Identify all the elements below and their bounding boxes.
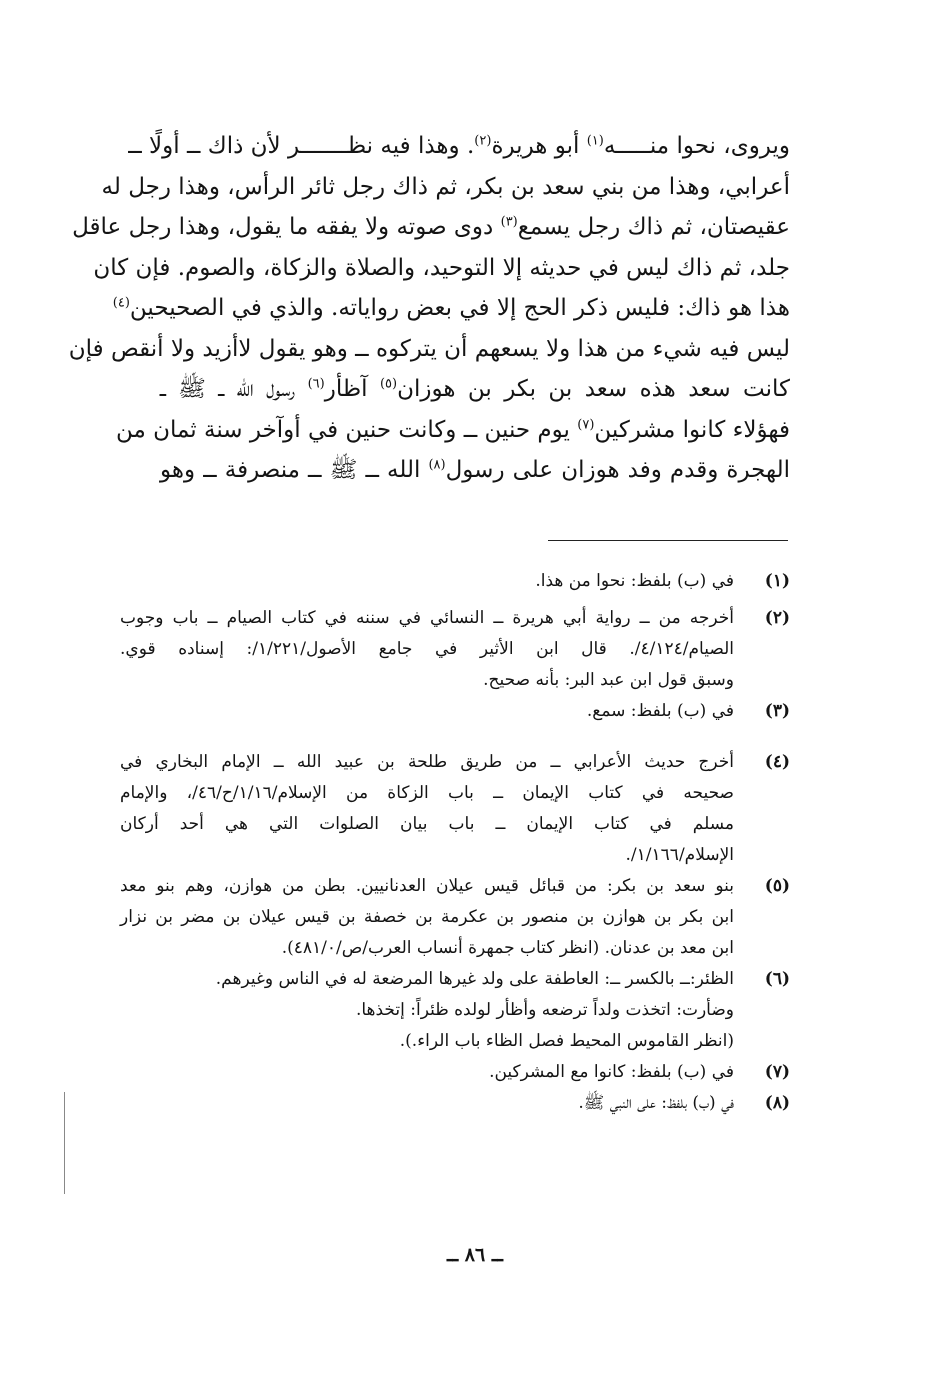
footnote-number: (٢) [764,608,790,628]
footnote-text: بنو سعد بن بكر: من قبائل قيس عيلان العدنانيين. بطن من هوازن، وهم بنو معد [120,876,734,896]
footnote-number: (٤) [764,752,790,772]
footnote-3 [120,696,790,727]
footnote-number: (٣) [764,701,790,721]
main-line-2: أعرابي، وهذا من بني سعد بن بكر، ثم ذاك رجل ثائر الرأس، وهذا رجل له [101,173,790,200]
footnote-7 [120,1057,790,1088]
footnote-text: في (ب) بلفظ: على النبي ﷺ. [578,1093,734,1113]
footnote-text: الإسلام/١/١٦٦/. [625,845,734,865]
footnote-text: ابن بكر بن هوازن بن منصور بن عكرمة بن خصفة بن قيس عيلان بن مضر بن نزار [120,907,734,927]
footnote-text: الصيام/٤/١٢٤/. قال ابن الأثير في جامع الأصول/١/٢٢١/: إسناده قوي. [120,639,734,659]
footnote-divider [548,540,788,541]
footnote-text: وسبق قول ابن عبد البر: بأنه صحيح. [483,670,734,690]
page-number: ــ ٨٦ ــ [447,1244,503,1266]
footnote-1 [120,566,790,597]
footnote-text: في (ب) بلفظ: نحوا من هذا. [535,571,734,591]
footnote-ref[interactable]: (٧) [577,416,595,432]
footnote-text: في (ب) بلفظ: كانوا مع المشركين. [489,1062,734,1082]
footnote-4 [120,747,790,871]
footnote-ref[interactable]: (٦) [307,376,325,392]
main-line-3: عقيصتان، ثم ذاك رجل يسمع$^{(٣)}$ دوى صوته ولا يفقه ما يقول، وهذا رجل عاقل [72,214,790,240]
footnote-ref[interactable]: (٨) [428,457,446,473]
footnote-text: أخرجه من ــ رواية أبي هريرة ــ النسائي في سننه في كتاب الصيام ــ باب وجوب [120,608,734,628]
footnote-text: في (ب) بلفظ: سمع. [586,701,734,721]
main-line-9: الهجرة وقدم وفد هوزان على رسول$^{(٨)}$ الله ــ ﷺ ــ منصرفة ــ وهو [160,457,791,483]
main-line-1: ويروى، نحوا منـــــه$^{(١)}$ أبو هريرة$^{(٢)}$. وهذا فيه نظـــــــر لأن ذاك ــ أولًا ــ [128,133,790,159]
footnote-text: ابن معد بن عدنان. (انظر كتاب جمهرة أنساب العرب/ص/٤٨١/٠). [281,938,734,958]
footnote-text: مسلم في كتاب الإيمان ــ باب بيان الصلوات التي هي أحد أركان [120,814,734,834]
main-line-4: جلد، ثم ذاك ليس في حديثه إلا التوحيد، والصلاة والزكاة، والصوم. فإن كان [93,254,790,281]
footnote-ref[interactable]: (١) [586,133,604,149]
footnote-8 [120,1088,790,1119]
footnote-text: الظئر:ــ بالكسر ــ: العاطفة على ولد غيرها المرضعة له في الناس وغيرهم. [215,969,734,989]
footnote-5 [120,871,790,964]
footnote-text: (انظر القاموس المحيط فصل الظاء باب الراء.). [399,1031,734,1051]
footnote-text: صحيحه في كتاب الإيمان ــ باب الزكاة من الإسلام/١/١٦/ح/٤٦/، والإمام [120,783,734,803]
footnote-ref[interactable]: (٥) [379,376,398,392]
margin-scan-mark [64,1092,65,1194]
footnote-number: (٦) [764,969,790,989]
footnote-ref[interactable]: (٣) [500,214,518,230]
footnote-number: (٨) [764,1093,790,1113]
main-line-5: هذا هو ذاك: فليس ذكر الحج إلا في بعض رواياته. والذي في الصحيحين$^{(٤)}$ [112,295,790,321]
main-text [68,126,791,491]
footnote-ref[interactable]: (٤) [112,295,130,311]
footnote-2 [120,603,790,696]
main-line-8: فهؤلاء كانوا مشركين$^{(٧)}$ يوم حنين ــ وكانت حنين في أوآخر سنة ثمان من [115,416,790,443]
footnote-text: أخرج حديث الأعرابي ــ من طريق طلحة بن عبيد الله ــ الإمام البخاري في [120,752,734,772]
footnote-number: (٧) [764,1062,790,1082]
footnote-text: وضأرت: اتخذت ولداً ترضعه وأظأر لولده ظئراً: إتخذها. [355,1000,734,1020]
footnote-6 [120,964,790,1057]
footnotes-list [120,566,790,1119]
footnote-number: (١) [764,571,790,591]
footnote-ref[interactable]: (٢) [474,133,492,149]
footnote-number: (٥) [764,876,790,896]
main-line-7: كانت سعد هذه سعد بن بكر بن هوزان$^{(٥)}$ آظأر$^{(٦)}$ رسول الله ــ ﷺ ــ [160,376,791,402]
main-line-6: ليس فيه شيء من هذا ولا يسعهم أن يتركوه ــ وهو يقول لاأزيد ولا أنقص فإن [68,335,790,362]
